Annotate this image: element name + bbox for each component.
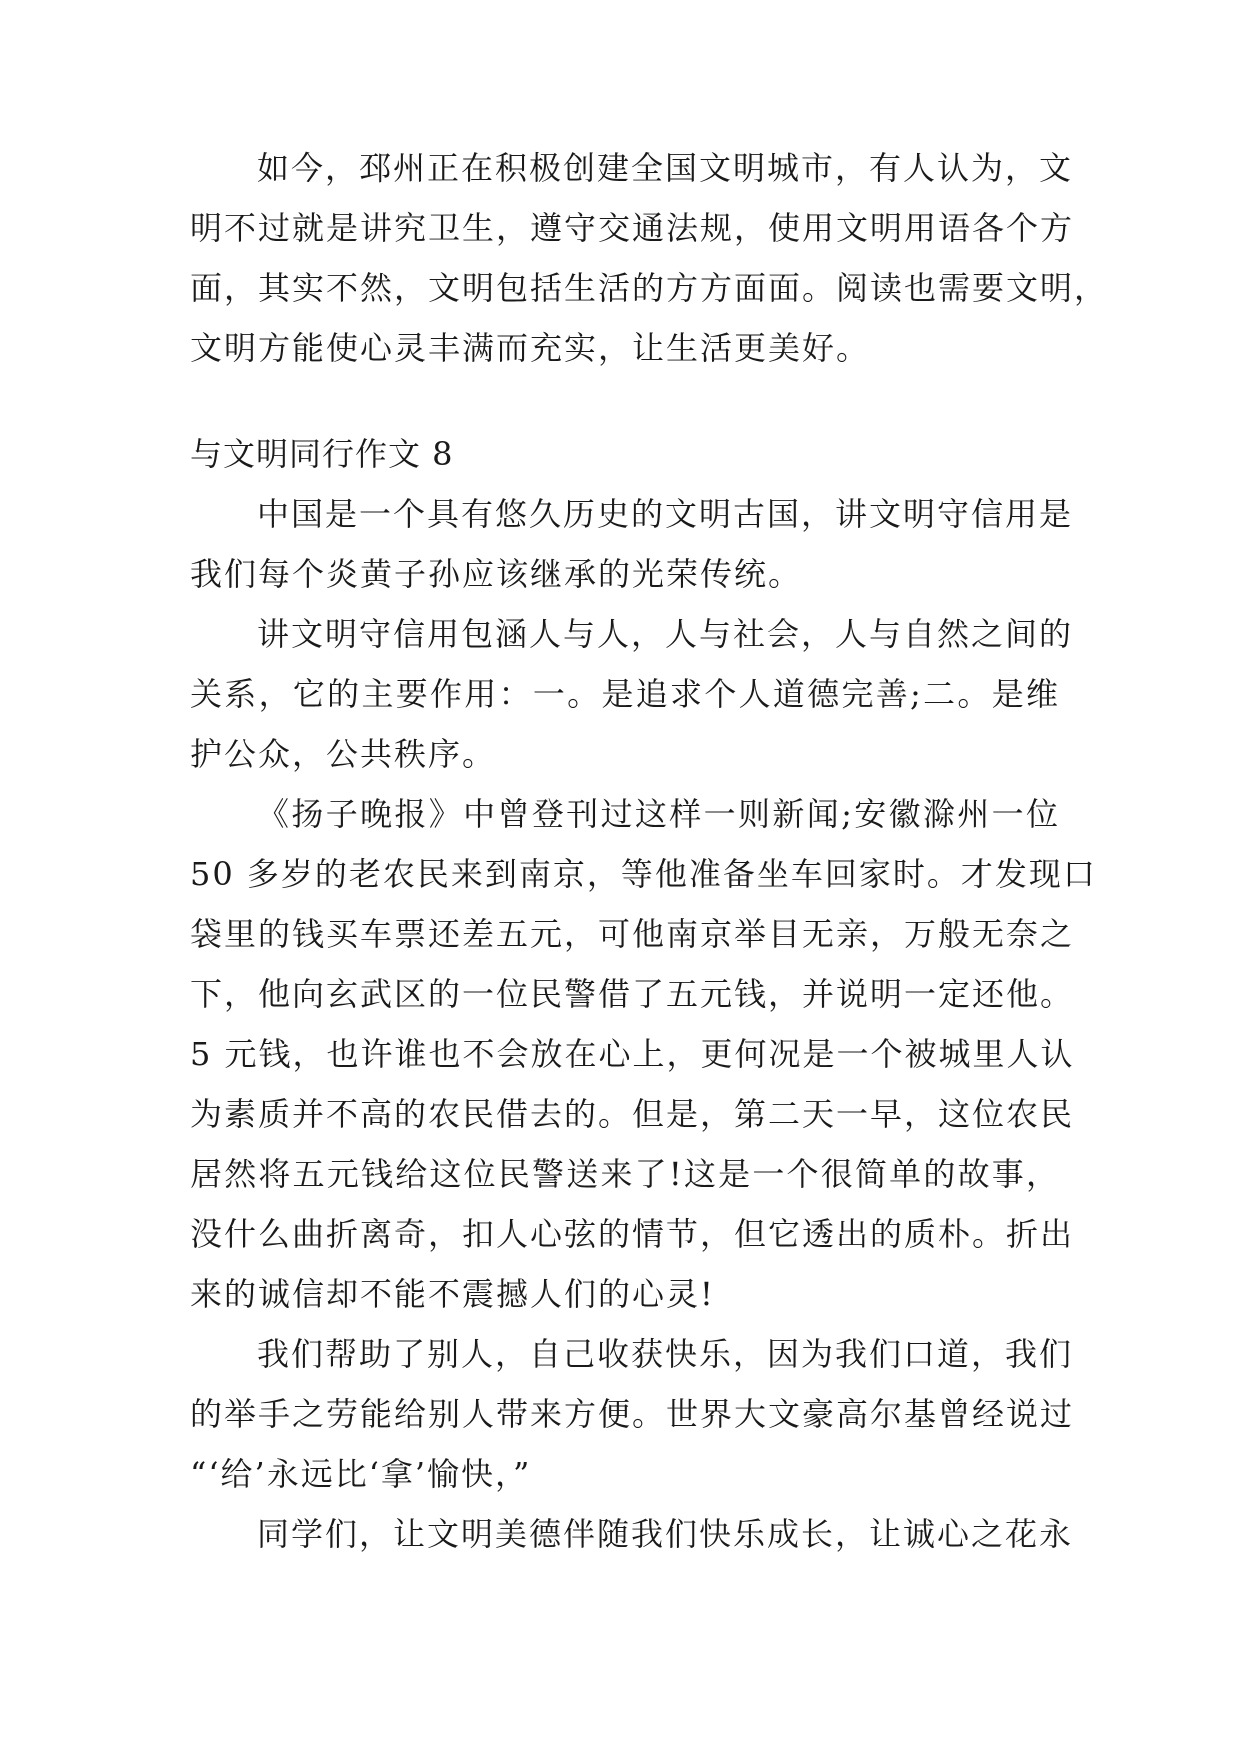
paragraph-line: 如今，邳州正在积极创建全国文明城市，有人认为，文 [257, 149, 1074, 187]
paragraph-line: 我们每个炎黄子孙应该继承的光荣传统。 [190, 555, 803, 593]
section-heading: 与文明同行作文 8 [190, 435, 454, 473]
paragraph-line: 文明方能使心灵丰满而充实，让生活更美好。 [190, 329, 871, 367]
paragraph-line: 5 元钱，也许谁也不会放在心上，更何况是一个被城里人认 [190, 1035, 1075, 1073]
paragraph-line: 讲文明守信用包涵人与人，人与社会，人与自然之间的 [257, 615, 1074, 653]
paragraph-line: 同学们，让文明美德伴随我们快乐成长，让诚心之花永 [257, 1515, 1074, 1553]
paragraph-line: 袋里的钱买车票还差五元，可他南京举目无亲，万般无奈之 [190, 915, 1075, 953]
paragraph-line: 没什么曲折离奇，扣人心弦的情节，但它透出的质朴。折出 [190, 1215, 1075, 1253]
paragraph-line: 面，其实不然，文明包括生活的方方面面。阅读也需要文明， [190, 269, 1109, 307]
paragraph-line: 护公众，公共秩序。 [190, 735, 497, 773]
paragraph-line: “‘给’永远比‘拿’愉快，” [190, 1455, 532, 1493]
paragraph-line: 下，他向玄武区的一位民警借了五元钱，并说明一定还他。 [190, 975, 1075, 1013]
paragraph-line: 为素质并不高的农民借去的。但是，第二天一早，这位农民 [190, 1095, 1075, 1133]
paragraph-line: 明不过就是讲究卫生，遵守交通法规，使用文明用语各个方 [190, 209, 1075, 247]
paragraph-line: 居然将五元钱给这位民警送来了!这是一个很简单的故事， [190, 1155, 1060, 1193]
paragraph-line: 关系，它的主要作用：一。是追求个人道德完善;二。是维 [190, 675, 1060, 713]
paragraph-line: 的举手之劳能给别人带来方便。世界大文豪高尔基曾经说过 [190, 1395, 1075, 1433]
paragraph-line: 来的诚信却不能不震撼人们的心灵! [190, 1275, 715, 1313]
paragraph-line: 50 多岁的老农民来到南京，等他准备坐车回家时。才发现口 [190, 855, 1097, 893]
paragraph-line: 我们帮助了别人，自己收获快乐，因为我们口道，我们 [257, 1335, 1074, 1373]
paragraph-line: 中国是一个具有悠久历史的文明古国，讲文明守信用是 [257, 495, 1074, 533]
paragraph-line: 《扬子晚报》中曾登刊过这样一则新闻;安徽滁州一位 [257, 795, 1060, 833]
